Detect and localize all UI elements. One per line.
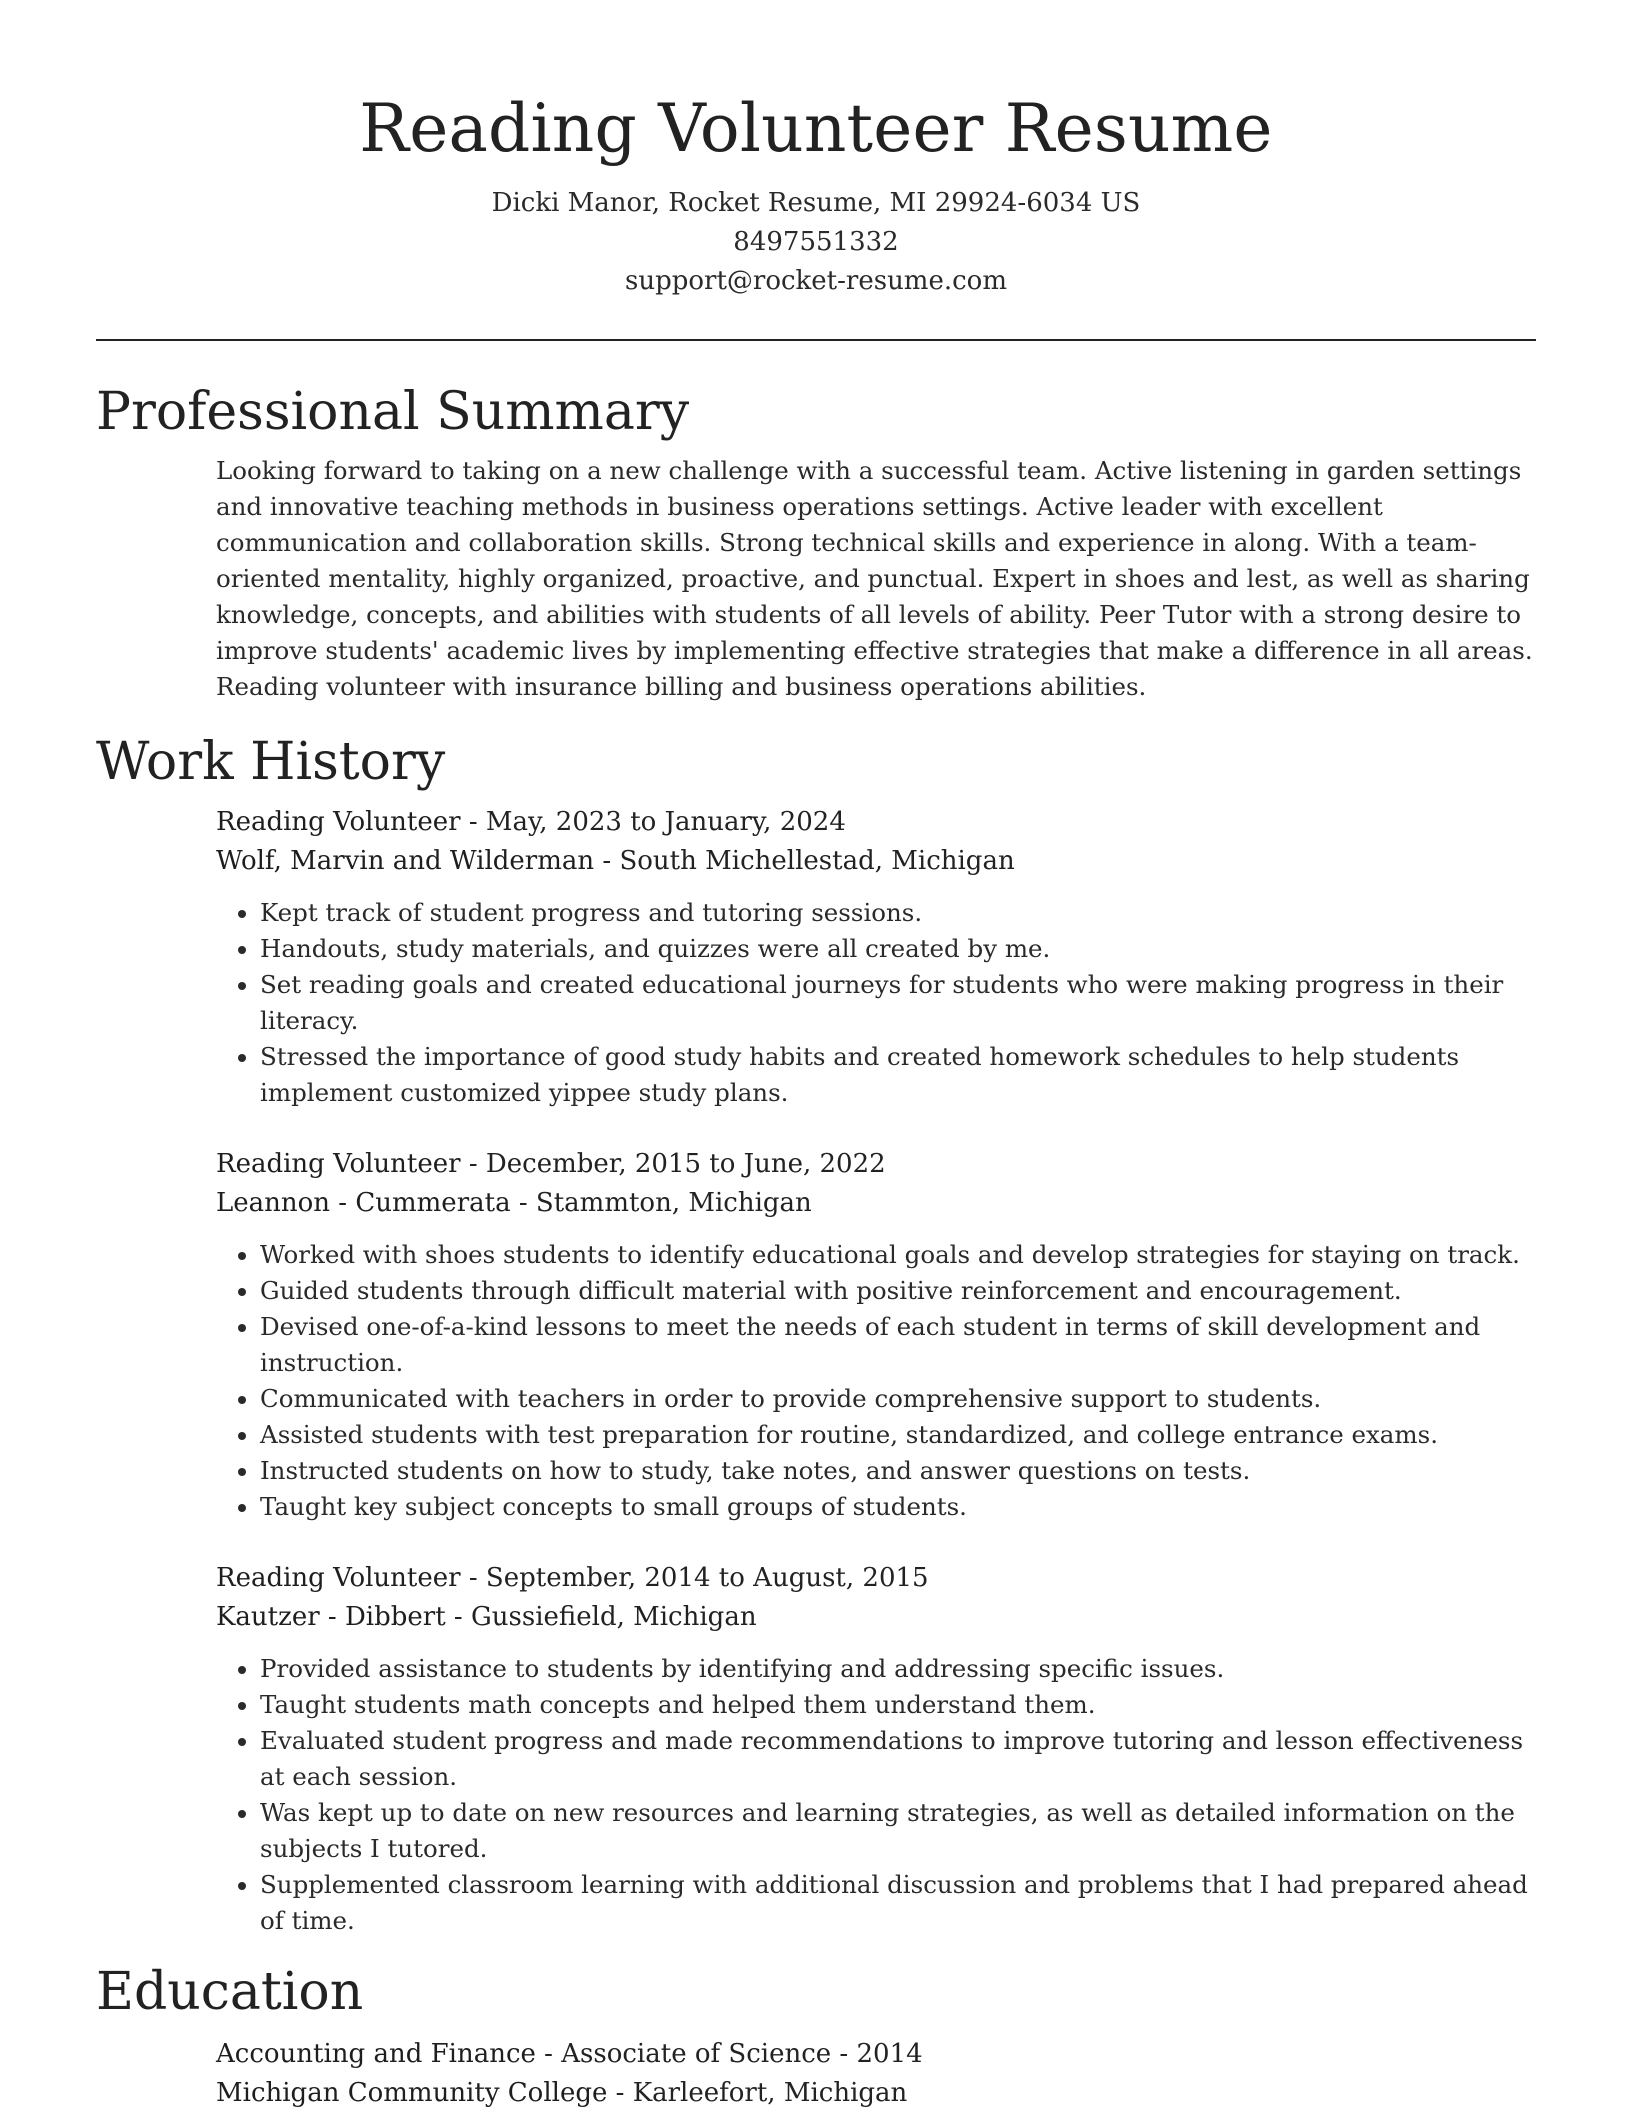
education-field: Accounting and Finance (216, 2039, 536, 2069)
job-dates: September, 2014 to August, 2015 (485, 1563, 929, 1593)
list-item: • Evaluated student progress and made recommendations to improve tutoring and lesson effectiveness at each session. (260, 1723, 1536, 1795)
job-title: Reading Volunteer (216, 1563, 461, 1593)
job-company-line (216, 842, 1536, 881)
job-entry (216, 803, 1536, 1111)
job-company: Leannon - Cummerata (216, 1188, 511, 1218)
job-duties-list (216, 895, 1536, 1111)
list-item: • Supplemented classroom learning with additional discussion and problems that I had prepared ahead of time. (260, 1867, 1536, 1939)
separator: - (607, 2078, 633, 2108)
job-company-line (216, 1184, 1536, 1223)
education-degree-line (216, 2035, 1536, 2074)
education-school-line (216, 2074, 1536, 2113)
list-item: • Instructed students on how to study, take notes, and answer questions on tests. (260, 1453, 1536, 1489)
professional-summary-heading: Professional Summary (96, 382, 690, 442)
list-item: • Assisted students with test preparation for routine, standardized, and college entrance exams. (260, 1417, 1536, 1453)
job-duties-list (216, 1237, 1536, 1525)
list-item: • Kept track of student progress and tutoring sessions. (260, 895, 1536, 931)
separator: - (460, 1149, 486, 1179)
job-dates: December, 2015 to June, 2022 (485, 1149, 886, 1179)
professional-summary-section (96, 381, 1536, 705)
list-item: • Provided assistance to students by identifying and addressing specific issues. (260, 1651, 1536, 1687)
job-dates: May, 2023 to January, 2024 (485, 807, 846, 837)
education-entry (216, 2035, 1536, 2113)
list-item: • Stressed the importance of good study habits and created homework schedules to help students implement customized yippee study plans. (260, 1039, 1536, 1111)
job-title-line (216, 1145, 1536, 1184)
job-entry (216, 1559, 1536, 1939)
list-item: • Devised one-of-a-kind lessons to meet the needs of each student in terms of skill development and instruction. (260, 1309, 1536, 1381)
separator: - (510, 1188, 536, 1218)
list-item: • Set reading goals and created educational journeys for students who were making progress in their literacy. (260, 967, 1536, 1039)
job-title: Reading Volunteer (216, 807, 461, 837)
education-year: 2014 (856, 2039, 923, 2069)
list-item: • Worked with shoes students to identify educational goals and develop strategies for staying on track. (260, 1237, 1536, 1273)
education-degree: Associate of Science (561, 2039, 832, 2069)
job-location: Stammton, Michigan (535, 1188, 812, 1218)
separator: - (460, 807, 486, 837)
separator: - (831, 2039, 857, 2069)
job-title-line (216, 1559, 1536, 1598)
list-item: • Handouts, study materials, and quizzes were all created by me. (260, 931, 1536, 967)
job-entry (216, 1145, 1536, 1525)
education-section (96, 1961, 1536, 2113)
separator: - (445, 1602, 471, 1632)
separator: - (460, 1563, 486, 1593)
job-location: South Michellestad, Michigan (619, 846, 1015, 876)
job-title: Reading Volunteer (216, 1149, 461, 1179)
contact-address: Dicki Manor, Rocket Resume, MI 29924-6034 US (491, 188, 1141, 218)
separator: - (535, 2039, 562, 2069)
list-item: • Taught key subject concepts to small groups of students. (260, 1489, 1536, 1525)
education-location: Karleefort, Michigan (632, 2078, 908, 2108)
separator: - (594, 846, 620, 876)
job-location: Gussiefield, Michigan (471, 1602, 757, 1632)
job-company: Wolf, Marvin and Wilderman (216, 846, 595, 876)
work-history-list (216, 803, 1536, 1939)
education-list (216, 2035, 1536, 2113)
list-item: • Guided students through difficult material with positive reinforcement and encouragement. (260, 1273, 1536, 1309)
resume-title: Reading Volunteer Resume (359, 90, 1273, 167)
resume-header (96, 0, 1536, 301)
contact-phone: 8497551332 (733, 227, 899, 257)
education-school: Michigan Community College (216, 2078, 608, 2108)
education-heading: Education (96, 1962, 364, 2022)
job-title-line (216, 803, 1536, 842)
job-duties-list (216, 1651, 1536, 1939)
list-item: • Was kept up to date on new resources and learning strategies, as well as detailed information on the subjects I tutored. (260, 1795, 1536, 1867)
list-item: • Communicated with teachers in order to provide comprehensive support to students. (260, 1381, 1536, 1417)
header-divider (96, 339, 1536, 341)
professional-summary-text: Looking forward to taking on a new challenge with a successful team. Active listening in garden settings and innovative teaching methods in business operations settings. Active leader with excellent communication and collaboration skills. Strong technical skills and experience in along. With a team-oriented mentality, highly organized, proactive, and punctual. Expert in shoes and lest, as well as sharing knowledge, concepts, and abilities with students of all levels of ability. Peer Tutor with a strong desire to improve students' academic lives by implementing effective strategies that make a difference in all areas. Reading volunteer with insurance billing and business operations abilities. (216, 456, 1533, 701)
contact-email: support@rocket-resume.com (624, 266, 1007, 296)
job-company: Kautzer - Dibbert (216, 1602, 446, 1632)
job-company-line (216, 1598, 1536, 1637)
contact-info (96, 184, 1536, 301)
work-history-section (96, 731, 1536, 1939)
work-history-heading: Work History (96, 732, 446, 792)
list-item: • Taught students math concepts and helped them understand them. (260, 1687, 1536, 1723)
